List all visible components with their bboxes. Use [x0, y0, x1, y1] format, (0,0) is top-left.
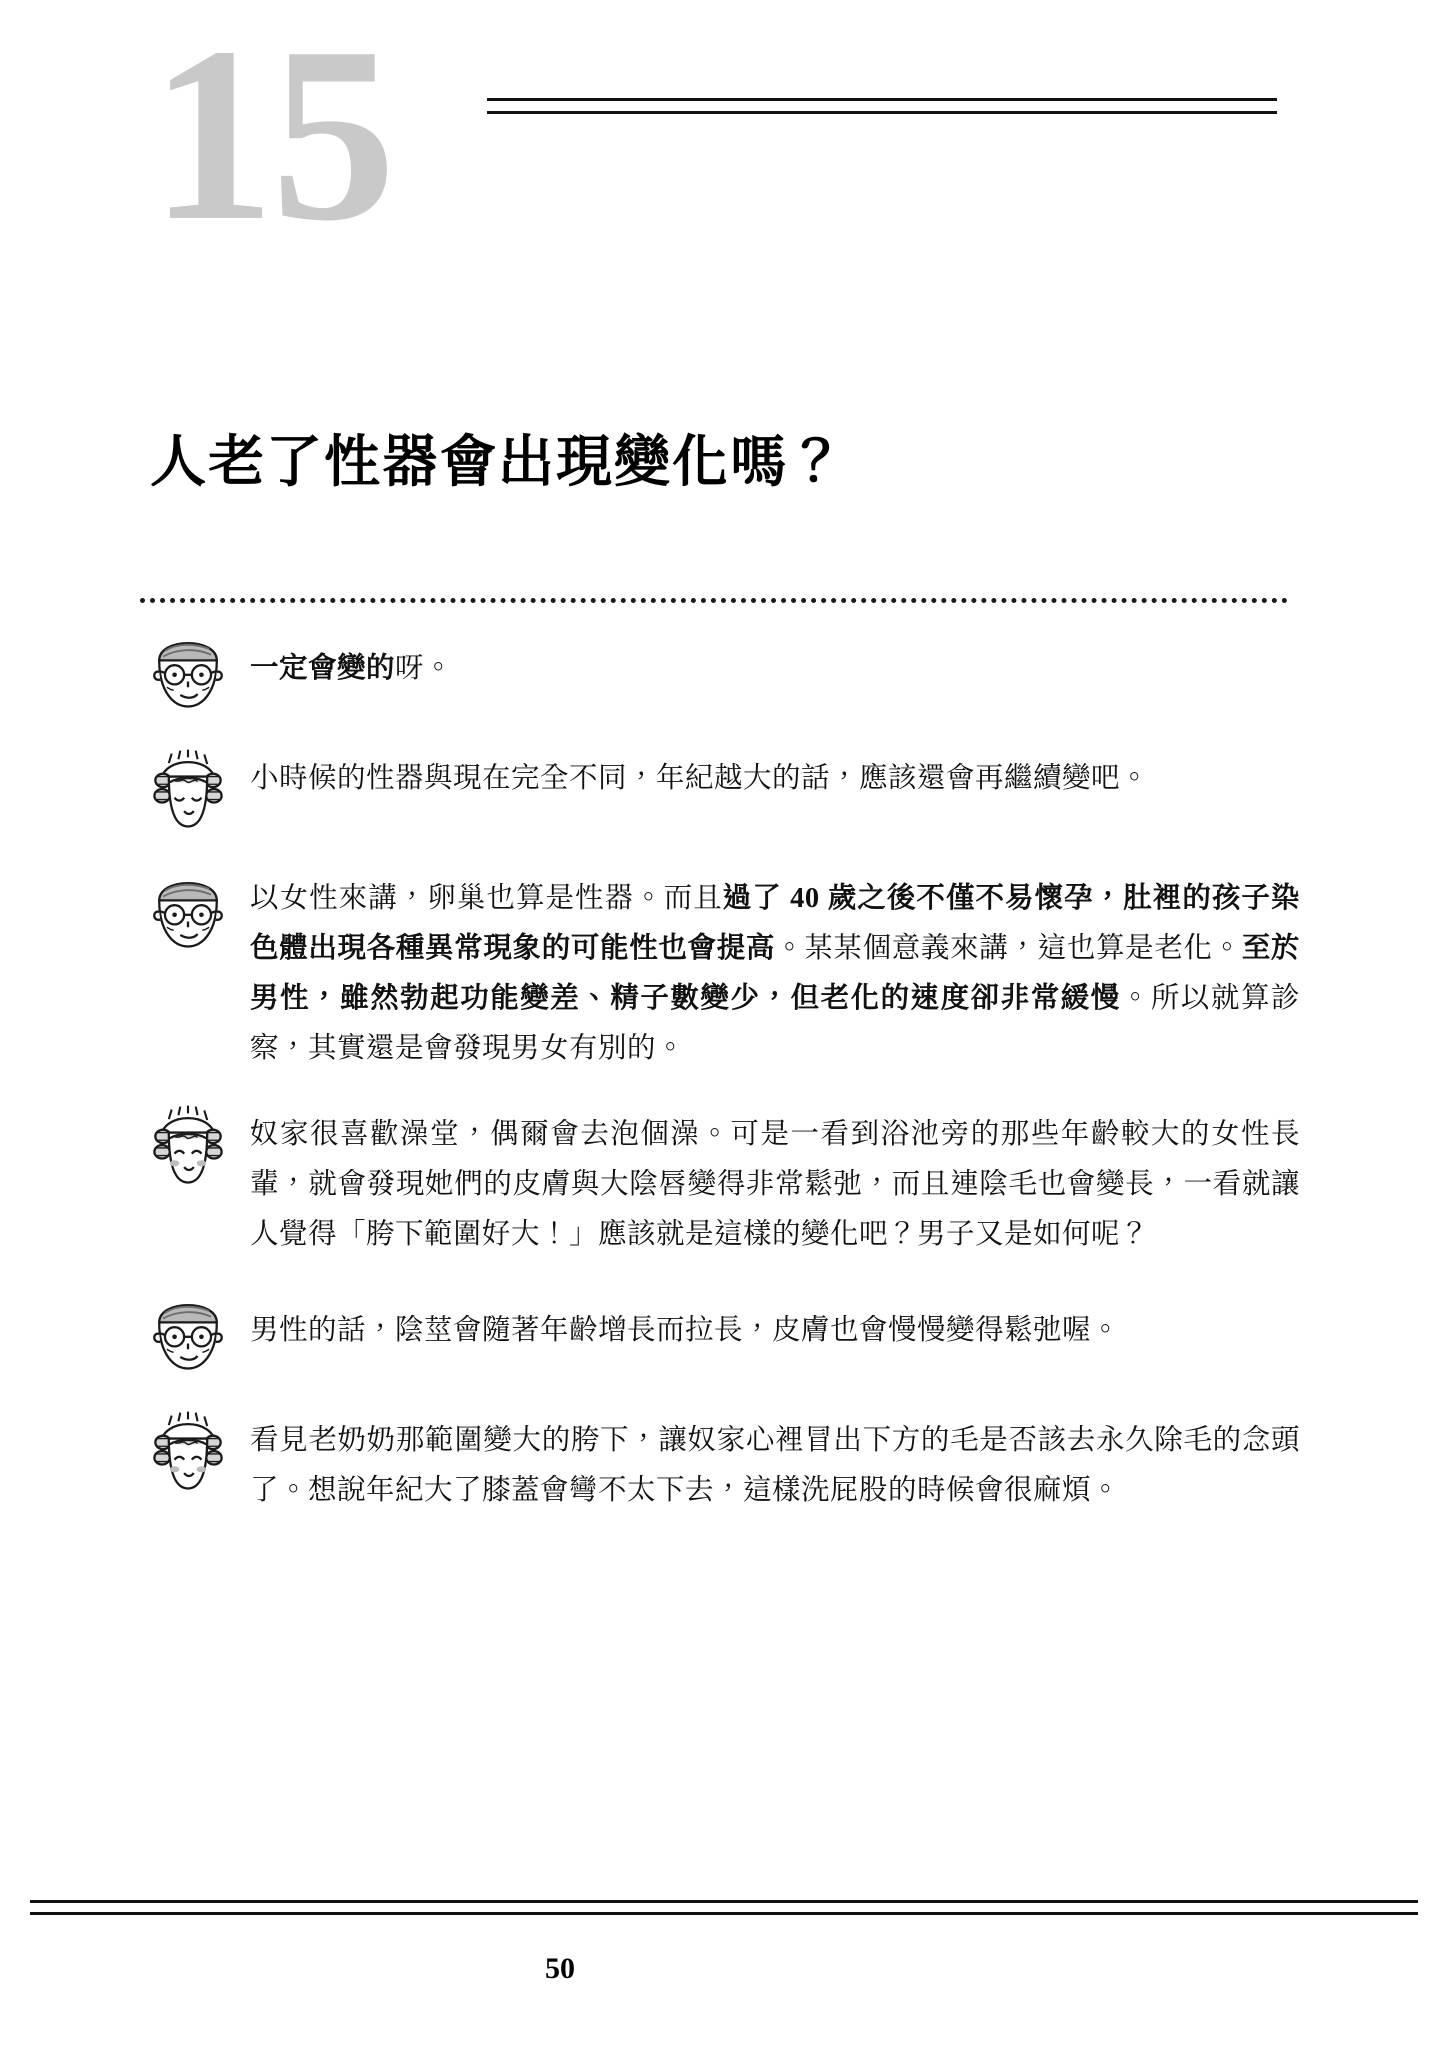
footer-double-rule [30, 1900, 1418, 1915]
chapter-header [0, 0, 1448, 290]
dialogue-text: 一定會變的呀。 [250, 653, 454, 684]
dialogue-text: 奴家很喜歡澡堂，偶爾會去泡個澡。可是一看到浴池旁的那些年齡較大的女性長輩，就會發現她們的皮膚與大陰唇變得非常鬆弛，而且連陰毛也會變長，一看就讓人覺得「胯下範圍好大！」應該就是這樣的變化吧？男子又是如何呢？ [250, 1119, 1300, 1250]
dialogue-turn [140, 1294, 1300, 1380]
grandpa-glasses-avatar-icon [140, 862, 236, 958]
dialogue-text: 小時候的性器與現在完全不同，年紀越大的話，應該還會再繼續變吧。 [250, 763, 1150, 794]
header-double-rule [487, 98, 1277, 114]
dialogue-text: 男性的話，陰莖會隨著年齡增長而拉長，皮膚也會慢慢變得鬆弛喔。 [250, 1315, 1121, 1346]
chapter-number: 15 [150, 0, 392, 273]
dialogue-turn [140, 1414, 1300, 1516]
page-title: 人老了性器會出現變化嗎？ [150, 431, 846, 494]
dialogue-text: 看見老奶奶那範圍變大的胯下，讓奴家心裡冒出下方的毛是否該去永久除毛的念頭了。想說年紀大了膝蓋會彎不太下去，這樣洗屁股的時候會很麻煩。 [250, 1425, 1300, 1506]
girl-curlers-blush-avatar-icon [140, 1098, 236, 1194]
dialogue-text: 以女性來講，卵巢也算是性器。而且過了 40 歲之後不僅不易懷孕，肚裡的孩子染色體出現各種異常現象的可能性也會提高。某某個意義來講，這也算是老化。至於男性，雖然勃起功能變差、精子數變少，但老化的速度卻非常緩慢。所以就算診察，其實還是會發現男女有別的。 [250, 883, 1300, 1064]
grandpa-glasses-avatar-icon [140, 622, 236, 718]
girl-curlers-blush-avatar-icon [140, 1404, 236, 1500]
dialogue-turn [140, 752, 1300, 838]
dialogue-turn [140, 632, 1300, 718]
dotted-divider [140, 598, 1288, 603]
dialogue-list [140, 632, 1300, 1550]
dialogue-turn [140, 872, 1300, 1074]
dialogue-turn [140, 1108, 1300, 1260]
girl-curlers-eyes-closed-avatar-icon [140, 742, 236, 838]
page-number: 50 [545, 1952, 575, 1985]
grandpa-glasses-avatar-icon [140, 1284, 236, 1380]
